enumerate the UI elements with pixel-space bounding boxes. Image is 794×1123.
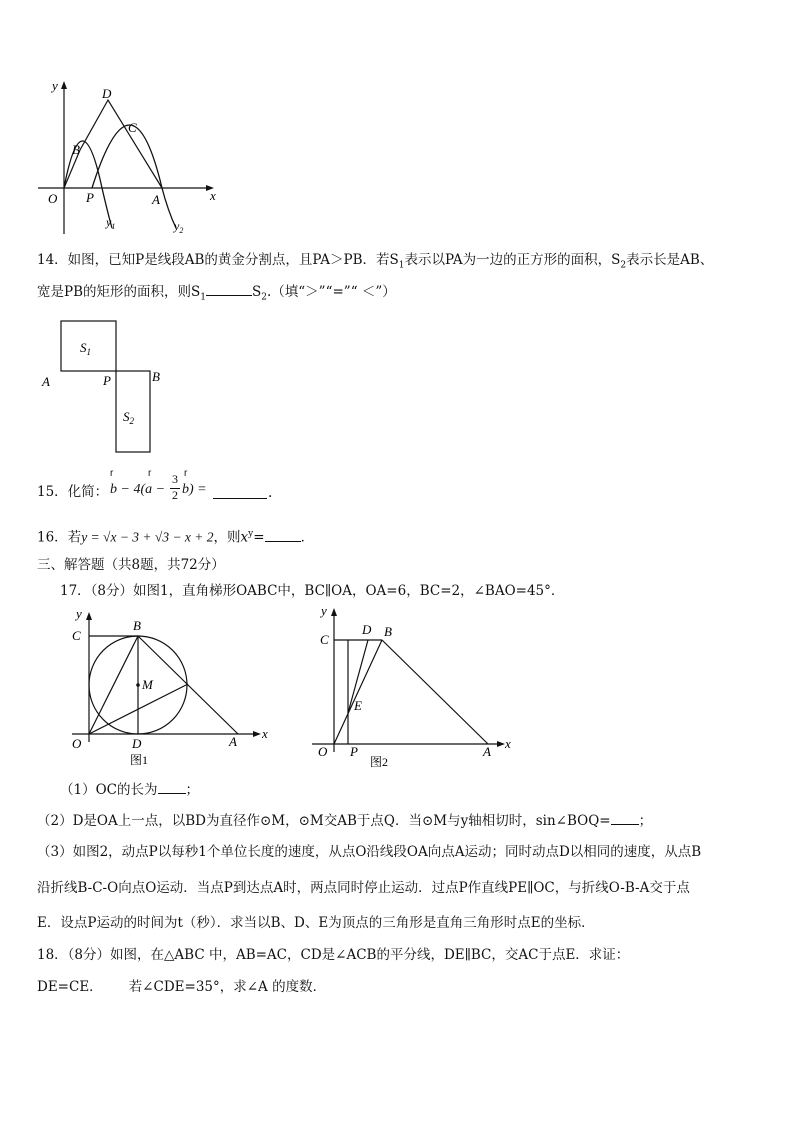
label-E: E	[354, 698, 362, 713]
label-B: B	[133, 618, 141, 633]
q18-line1: 18．（8分）如图，在△ABC 中，AB=AC，CD是∠ACB的平分线，DE∥BC，交AC于点E．求证：	[37, 947, 630, 963]
segment-BA	[138, 636, 238, 734]
y-axis-arrow	[331, 608, 337, 616]
label-B: B	[384, 624, 392, 639]
label-O: O	[318, 744, 328, 759]
square-S1	[61, 321, 116, 371]
point-M	[136, 683, 140, 687]
q17-part3-line2: 沿折线B-C-O向点O运动．当点P到达点A时，两点同时停止运动．过点P作直线PE∥OC，与折线O-B-A交于点	[37, 880, 690, 896]
segment-OB	[334, 640, 382, 744]
q17-p2-answer-blank[interactable]	[611, 810, 639, 825]
x-axis-arrow	[497, 741, 505, 747]
label-y: y	[321, 603, 327, 618]
q16-line: 16．若y = √x − 3 + √3 − x + 2，则$x^y=$ ．	[37, 524, 314, 548]
label-O: O	[72, 736, 82, 751]
figure-q17-fig1	[58, 606, 280, 774]
vec-mark-a: r	[148, 468, 152, 479]
label-B: B	[72, 142, 80, 157]
label-y: y	[52, 78, 58, 93]
q18-line2: DE=CE． 若∠CDE=35°，求∠A 的度数．	[37, 979, 327, 995]
label-A: A	[42, 374, 50, 389]
label-A: A	[483, 744, 491, 759]
section-title: 三、解答题（共8题，共72分）	[37, 557, 225, 573]
label-P: P	[103, 373, 111, 388]
q17-part1: （1）OC的长为 ；	[60, 779, 199, 800]
q15-answer-blank[interactable]	[213, 484, 267, 499]
label-D: D	[362, 622, 372, 637]
vec-mark-b2: r	[184, 468, 188, 479]
segment-OB	[89, 636, 138, 734]
q16-answer-blank[interactable]	[265, 527, 301, 542]
label-C: C	[128, 120, 137, 135]
x-axis-arrow	[253, 731, 261, 737]
label-C: C	[320, 632, 329, 647]
q14-line1: 14．如图，已知P是线段AB的黄金分割点，且PA＞PB．若$S_1$表示以PA为一边的正方形的面积，$S_2$表示长是AB、	[37, 252, 714, 271]
label-y2: $y_2$	[174, 219, 184, 235]
q17-part3-line3: E．设点P运动的时间为t（秒）．求当以B、D、E为顶点的三角形是直角三角形时点E的坐标．	[37, 915, 595, 931]
label-D: D	[102, 86, 112, 101]
label-M: M	[142, 677, 153, 692]
figure-q14-squares	[36, 316, 176, 456]
label-S2: $S_2$	[123, 409, 134, 426]
label-D: D	[132, 736, 142, 751]
q15-line: 15．化简：	[37, 484, 109, 500]
label-x: x	[262, 726, 268, 741]
parabola-y2	[92, 125, 176, 228]
figure-q13-parabolas	[30, 76, 230, 238]
caption-fig2: 图2	[370, 755, 389, 769]
q14-answer-blank[interactable]	[206, 281, 252, 296]
label-A: A	[229, 734, 237, 749]
figure-q17-fig2	[306, 600, 522, 776]
vec-mark-b: r	[110, 468, 114, 479]
caption-fig1: 图1	[130, 753, 149, 767]
rectangle-S2	[116, 371, 150, 452]
label-P: P	[86, 190, 94, 205]
q17-stem: 17．（8分）如图1，直角梯形OABC中，BC∥OA，OA=6，BC=2，∠BAO=45°．	[60, 583, 565, 599]
label-y: y	[76, 606, 82, 621]
label-S1: $S_1$	[80, 340, 91, 357]
segment-BA	[382, 640, 488, 744]
q17-p1-answer-blank[interactable]	[158, 779, 186, 794]
q17-part2: （2）D是OA上一点，以BD为直径作⊙M，⊙M交AB于点Q．当⊙M与y轴相切时，sin∠BOQ= ；	[37, 810, 652, 831]
label-x: x	[210, 188, 216, 203]
y-axis-arrow	[61, 81, 67, 89]
label-x: x	[505, 736, 511, 751]
label-B: B	[152, 369, 160, 384]
label-C: C	[72, 628, 81, 643]
label-y1: $y_1$	[106, 215, 116, 231]
label-P: P	[350, 744, 358, 759]
label-O: O	[48, 191, 58, 206]
y-axis-arrow	[86, 612, 92, 620]
q14-line2: 宽是PB的矩形的面积，则$S_1$ $S_2$.（填“＞”“=”“ ＜”）	[37, 281, 396, 308]
label-A: A	[152, 192, 160, 207]
q17-part3-line1: （3）如图2，动点P以每秒1个单位长度的速度，从点O沿线段OA向点A运动；同时动点D以相同的速度，从点B	[37, 844, 702, 860]
